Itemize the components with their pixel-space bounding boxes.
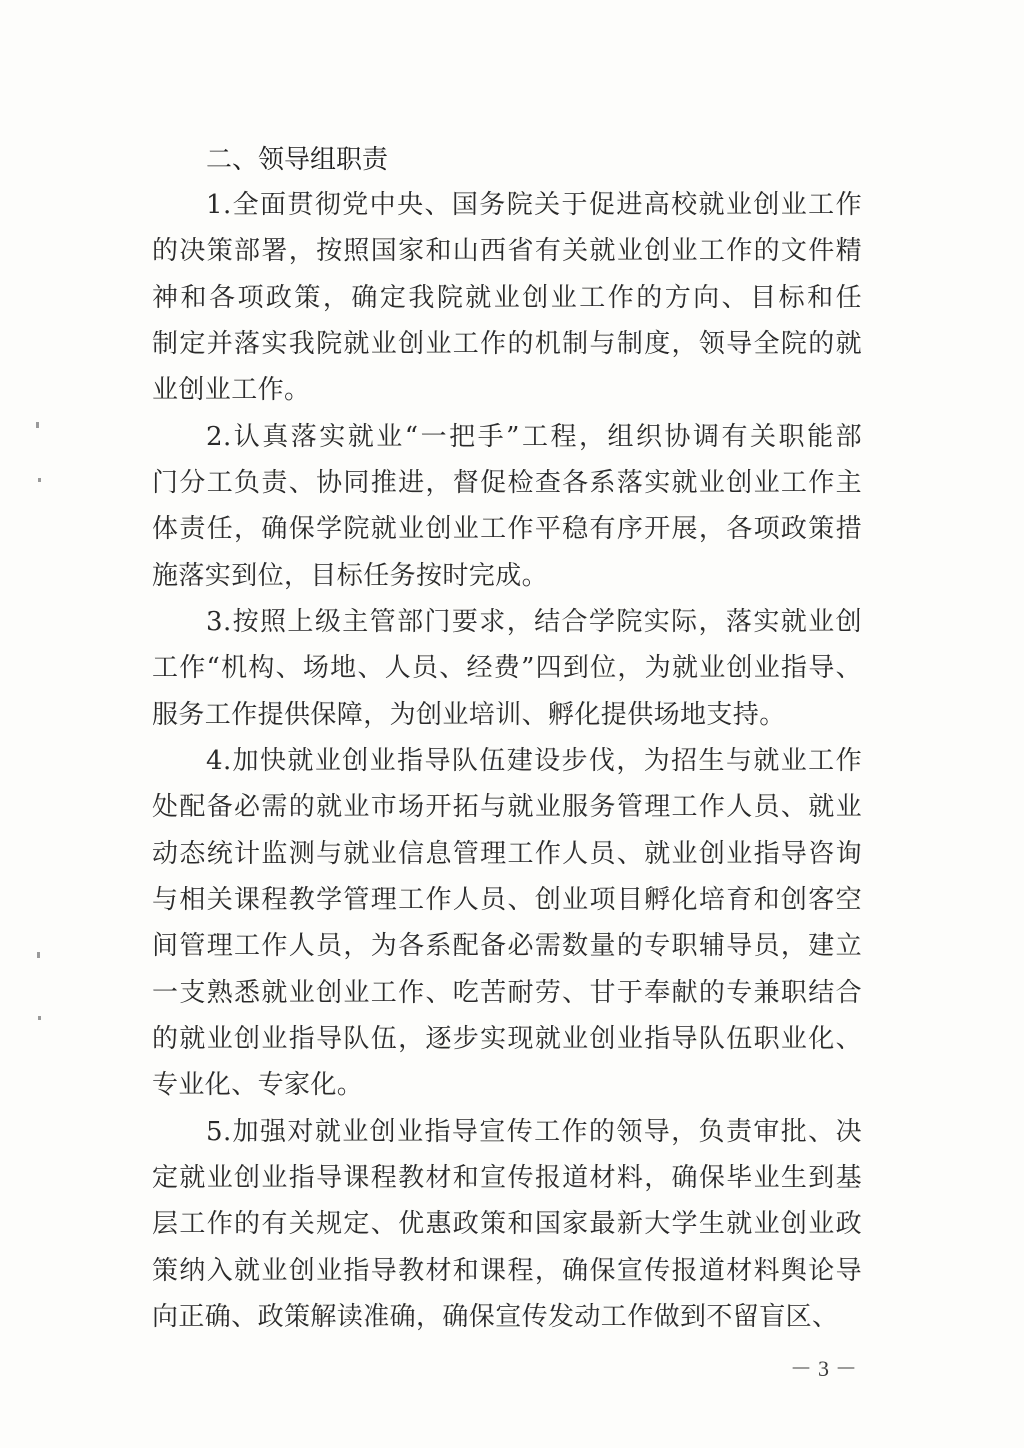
body-text bbox=[152, 182, 862, 1340]
page-number: －3－ bbox=[790, 1356, 864, 1381]
paragraph-2 bbox=[152, 414, 862, 599]
text-line: 门分工负责、协同推进，督促检查各系落实就业创业工作主 bbox=[152, 467, 862, 498]
paragraph-5 bbox=[152, 1109, 862, 1341]
text-line: 向正确、政策解读准确，确保宣传发动工作做到不留盲区、 bbox=[152, 1301, 839, 1332]
text-line: 间管理工作人员，为各系配备必需数量的专职辅导员，建立 bbox=[152, 931, 862, 962]
text-line: 定就业创业指导课程教材和宣传报道材料，确保毕业生到基 bbox=[152, 1162, 862, 1193]
text-line: 神和各项政策，确定我院就业创业工作的方向、目标和任 bbox=[152, 282, 862, 313]
text-line: 5.加强对就业创业指导宣传工作的领导，负责审批、决 bbox=[206, 1116, 862, 1147]
text-line: 1.全面贯彻党中央、国务院关于促进高校就业创业工作 bbox=[206, 190, 862, 220]
scan-speck bbox=[38, 478, 41, 482]
text-line: 2.认真落实就业“一把手”工程，组织协调有关职能部 bbox=[206, 421, 862, 452]
text-line: 的就业创业指导队伍，逐步实现就业创业指导队伍职业化、 bbox=[152, 1023, 862, 1054]
paragraph-4 bbox=[152, 738, 862, 1109]
text-line: 3.按照上级主管部门要求，结合学院实际，落实就业创 bbox=[206, 606, 862, 637]
text-line: 工作“机构、场地、人员、经费”四到位，为就业创业指导、 bbox=[152, 653, 862, 684]
text-line: 专业化、专家化。 bbox=[152, 1070, 364, 1101]
text-line: 的决策部署，按照国家和山西省有关就业创业工作的文件精 bbox=[152, 236, 862, 267]
text-line: 施落实到位，目标任务按时完成。 bbox=[152, 560, 549, 591]
scan-speck bbox=[36, 422, 39, 428]
text-line: 服务工作提供保障，为创业培训、孵化提供场地支持。 bbox=[152, 699, 786, 730]
paragraph-1 bbox=[152, 182, 862, 414]
text-line: 制定并落实我院就业创业工作的机制与制度，领导全院的就 bbox=[152, 328, 862, 359]
scan-speck bbox=[38, 1016, 41, 1020]
scan-speck bbox=[37, 952, 40, 958]
text-line: 策纳入就业创业指导教材和课程，确保宣传报道材料舆论导 bbox=[152, 1255, 862, 1286]
text-line: 层工作的有关规定、优惠政策和国家最新大学生就业创业政 bbox=[152, 1209, 862, 1240]
text-line: 动态统计监测与就业信息管理工作人员、就业创业指导咨询 bbox=[152, 838, 862, 869]
text-line: 与相关课程教学管理工作人员、创业项目孵化培育和创客空 bbox=[152, 884, 862, 915]
section-heading: 二、领导组职责 bbox=[206, 145, 389, 175]
text-line: 业创业工作。 bbox=[152, 375, 311, 406]
text-line: 4.加快就业创业指导队伍建设步伐，为招生与就业工作 bbox=[206, 745, 862, 776]
text-line: 体责任，确保学院就业创业工作平稳有序开展，各项政策措 bbox=[152, 514, 862, 545]
text-line: 处配备必需的就业市场开拓与就业服务管理工作人员、就业 bbox=[152, 792, 862, 823]
paragraph-3 bbox=[152, 599, 862, 738]
text-line: 一支熟悉就业创业工作、吃苦耐劳、甘于奉献的专兼职结合 bbox=[152, 977, 862, 1008]
